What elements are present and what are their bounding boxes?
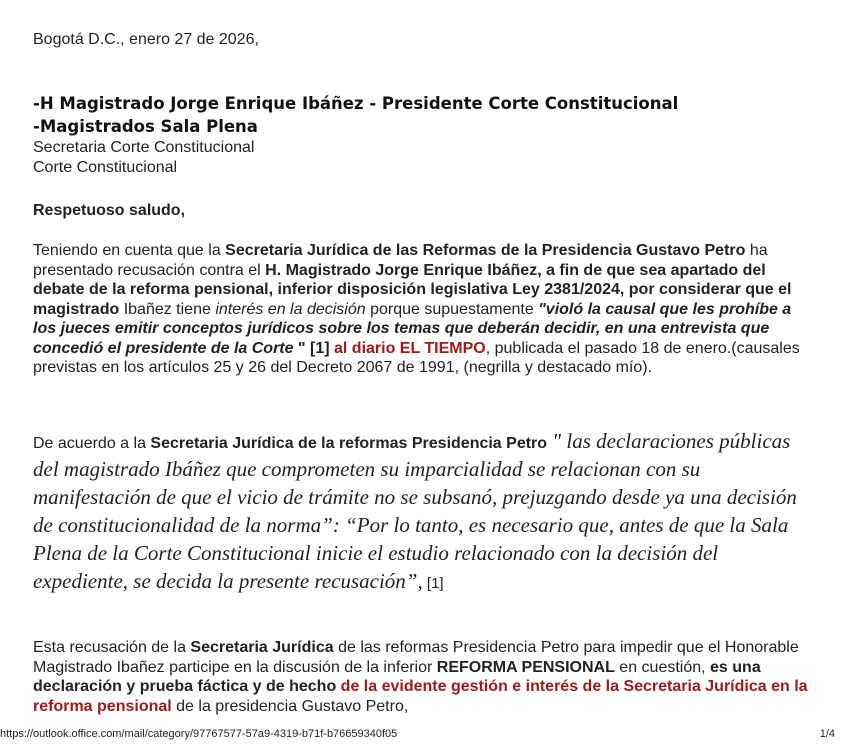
footer-page-number: 1/4 [819, 728, 835, 740]
p2-ref: [1] [422, 575, 444, 592]
recipients-block [33, 92, 678, 177]
p3-text: en cuestión, [614, 658, 711, 676]
paragraph-1 [33, 241, 803, 378]
p2-quote: " las declaraciones públicas del magistrado Ibáñez que comprometen su imparcialidad se relacionan con su manifestación de que el vicio de trámite no se subsanó, prejuzgando desde ya una decisión de constitucionalidad de la norma”: “Por lo tanto, es necesario que, antes de que la Sala Plena de la Corte Constitucional inicie el estudio relacionado con la decisión del expediente, se decida la presente recusación”, [33, 429, 797, 593]
paragraph-3 [33, 638, 813, 716]
p2-text: De acuerdo a la [33, 435, 151, 452]
p3-text: de las reformas Presidencia Petro para impedir que el Honorable Magistrado Ibañez participe en la discusión de la inferior [33, 639, 799, 676]
recipient-line-2: -Magistrados Sala Plena [33, 117, 258, 136]
letter-date: Bogotá D.C., enero 27 de 2026, [33, 31, 259, 48]
p1-text: Ibañez tiene [119, 300, 216, 318]
print-footer [0, 727, 850, 741]
recipient-line-4: Corte Constitucional [33, 158, 178, 176]
p1-text: porque supuestamente [365, 300, 539, 318]
p1-quote: "violó la causal que les prohíbe a los jueces emitir conceptos jurídicos sobre los temas que deberán decidir, en una entrevista que concedió el presidente de la Corte [33, 300, 792, 357]
p3-text: de la presidencia Gustavo Petro, [171, 697, 409, 715]
p1-italic-interes: interés en la decisión [215, 300, 366, 318]
greeting: Respetuoso saludo, [33, 202, 186, 219]
p1-bold-secretaria: Secretaria Jurídica de las Reformas de la Presidencia Gustavo Petro [225, 242, 746, 259]
p3-bold-reforma: REFORMA PENSIONAL [436, 658, 615, 676]
footer-url: https://outlook.office.com/mail/category/97767577-57a9-4319-b71f-b76659340f05 [0, 728, 398, 740]
p1-text: Teniendo en cuenta que la [33, 242, 226, 259]
p3-bold-declaracion: es una declaración y prueba fáctica y de hecho [33, 658, 761, 695]
recipient-line-1: -H Magistrado Jorge Enrique Ibáñez - Presidente Corte Constitucional [33, 94, 679, 113]
p1-bold-magistrado: H. Magistrado Jorge Enrique Ibáñez, a fin de que sea apartado del debate de la reforma pensional, inferior disposición legislativa Ley 2381/2024, por considerar que el magistrado [33, 261, 792, 318]
p1-red-tiempo: al diario EL TIEMPO [334, 339, 486, 357]
p1-text: , publicada el pasado 18 de enero.(causales previstas en los artículos 25 y 26 del Decreto 2067 de 1991, (negrilla y destacado mío). [33, 339, 800, 376]
recipient-line-3: Secretaria Corte Constitucional [33, 139, 255, 156]
p2-bold-secretaria: Secretaria Jurídica de la reformas Presidencia Petro [150, 435, 548, 452]
p1-ref: " [1] [293, 339, 334, 357]
paragraph-2 [33, 427, 813, 595]
p1-text: ha presentado recusación contra el [33, 242, 768, 279]
p3-red-gestion: de la evidente gestión e interés de la Secretaria Jurídica en la reforma pensional [33, 678, 808, 715]
p3-text: Esta recusación de la [33, 639, 191, 656]
p3-bold-secretaria: Secretaria Jurídica [190, 639, 334, 656]
